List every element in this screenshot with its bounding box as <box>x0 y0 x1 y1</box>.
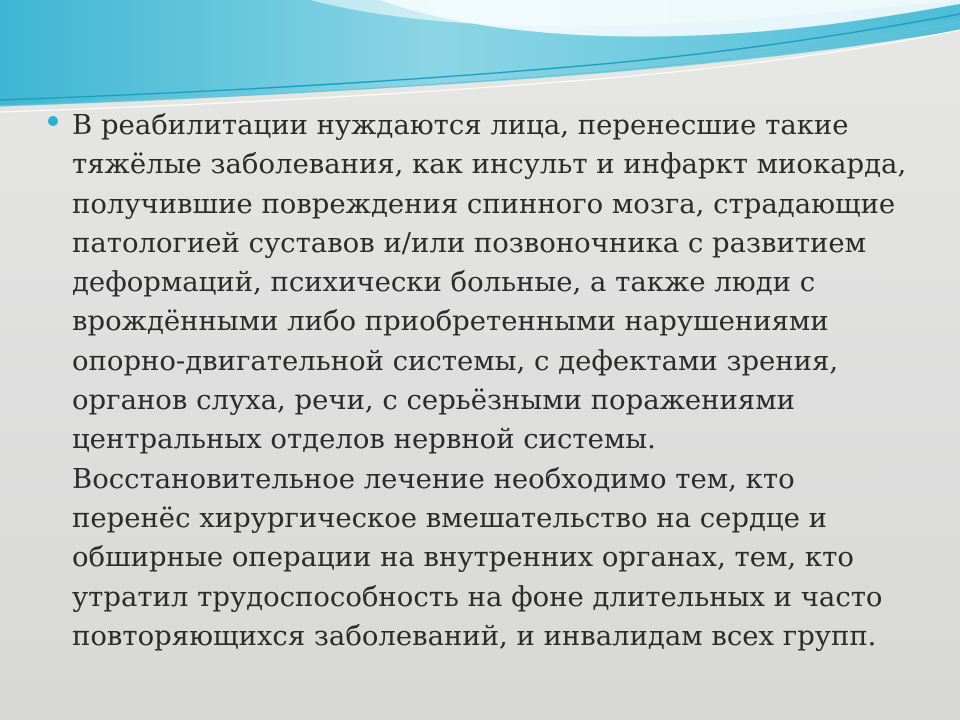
wave-header-decoration <box>0 0 960 120</box>
bullet-item <box>48 106 928 656</box>
slide-content <box>48 106 928 656</box>
bullet-text: В реабилитации нуждаются лица, перенесшие такие тяжёлые заболевания, как инсульт и инфаркт миокарда, получившие повреждения спинного мозга, страдающие патологией суставов и/или позвоночника с развитием деформаций, психически больные, а также люди с врождёнными либо приобретенными нарушениями опорно-двигательной системы, с дефектами зрения, органов слуха, речи, с серьёзными поражениями центральных отделов нервной системы. Восстановительное лечение необходимо тем, кто перенёс хирургическое вмешательство на сердце и обширные операции на внутренних органах, тем, кто утратил трудоспособность на фоне длительных и часто повторяющихся заболеваний, и инвалидам всех групп. <box>72 109 907 652</box>
bullet-dot-icon <box>48 116 58 126</box>
